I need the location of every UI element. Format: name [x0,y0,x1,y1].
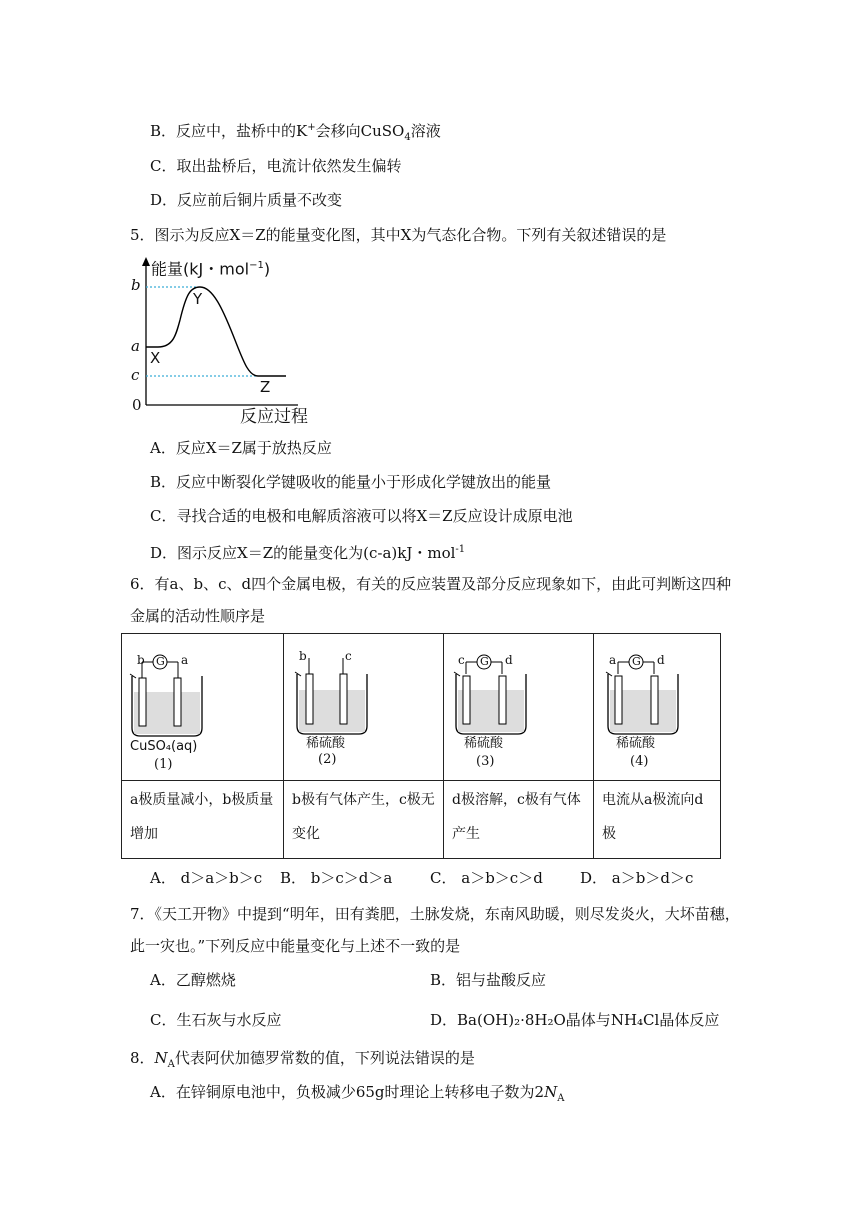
q4-option-d: D．反应前后铜片质量不改变 [150,191,343,209]
solution-label: 稀硫酸 [306,736,346,751]
observation-cell: 电流从a极流向d极 [594,781,721,859]
electrode-left: b [137,653,145,667]
setup-number: (2) [318,752,337,767]
q7-stem-line1: 7．《天工开物》中提到“明年，田有粪肥，土脉发烧，东南风助暖，则尽发炎火，大坏苗穗， [130,905,740,923]
q6-option-c: C． a＞b＞c＞d [430,869,543,887]
energy-x-axis-label: 反应过程 [240,407,308,427]
setup-cell [594,634,721,781]
q6-stem-line2: 金属的活动性顺序是 [130,607,266,625]
beaker-diagram [444,634,594,780]
tick-b: b [131,276,141,294]
tick-c: c [131,366,140,384]
q7-option-d: D．Ba(OH)₂·8H₂O晶体与NH₄Cl晶体反应 [430,1011,720,1029]
q6-option-a: A． d＞a＞b＞c [150,869,263,887]
q7-option-c: C．生石灰与水反应 [150,1011,282,1029]
electrode-right: c [345,649,352,663]
q4-option-c: C．取出盐桥后，电流计依然发生偏转 [150,157,402,175]
experiment-table [121,633,721,859]
tick-a: a [131,337,140,355]
setup-number: (1) [154,757,173,772]
q8-stem: 8．$N_A$代表阿伏加德罗常数的值，下列说法错误的是 [130,1049,475,1070]
electrode-right: a [181,653,189,667]
setup-cell [284,634,444,781]
q8-option-a: A．在锌铜原电池中，负极减少65g时理论上转移电子数为$2N_A$ [150,1083,565,1104]
energy-axis-label: 能量(kJ・mol$^{-1}$) [151,259,271,279]
point-x: X [150,349,161,367]
q5-option-b: B．反应中断裂化学键吸收的能量小于形成化学键放出的能量 [150,473,552,491]
galvanometer-label: G [480,655,489,668]
q6-option-b: B． b＞c＞d＞a [280,869,393,887]
electrode-left: b [299,649,307,663]
q6-option-d: D． a＞b＞d＞c [580,869,694,887]
beaker-diagram [284,634,444,780]
q7-option-b: B．铝与盐酸反应 [430,971,547,989]
observation-cell: b极有气体产生，c极无变化 [284,781,444,859]
q4-option-b: B．反应中，盐桥中的K+会移向CuSO$_4$溶液 [150,122,441,143]
solution-label: 稀硫酸 [464,736,504,751]
tick-zero: 0 [132,396,142,414]
q5-option-d: D．图示反应X＝Z的能量变化为(c-a)kJ・mol$^{-1}$ [150,544,466,562]
q5-option-c: C．寻找合适的电极和电解质溶液可以将X＝Z反应设计成原电池 [150,507,573,525]
solution-label: CuSO₄(aq) [130,739,198,754]
beaker-diagram [122,634,282,780]
energy-diagram-svg [128,255,318,430]
observation-cell: d极溶解，c极有气体产生 [444,781,594,859]
setup-number: (3) [476,754,495,769]
galvanometer-label: G [156,655,165,668]
point-z: Z [260,378,271,396]
point-y: Y [193,290,203,308]
electrode-left: a [609,653,617,667]
q7-stem-line2: 此一灾也。”下列反应中能量变化与上述不一致的是 [130,937,461,955]
q5-option-a: A．反应X＝Z属于放热反应 [150,439,332,457]
electrode-right: d [657,653,665,667]
setup-number: (4) [630,754,649,769]
observation-cell: a极质量减小，b极质量增加 [122,781,284,859]
galvanometer-label: G [632,655,641,668]
q6-stem-line1: 6．有a、b、c、d四个金属电极，有关的反应装置及部分反应现象如下，由此可判断这四种 [130,575,732,593]
solution-label: 稀硫酸 [616,736,656,751]
setup-cell [122,634,284,781]
electrode-left: c [458,653,465,667]
electrode-right: d [505,653,513,667]
setup-cell [444,634,594,781]
q5-stem: 5．图示为反应X＝Z的能量变化图，其中X为气态化合物。下列有关叙述错误的是 [130,226,667,244]
q7-option-a: A．乙醇燃烧 [150,971,236,989]
energy-diagram [128,255,318,430]
